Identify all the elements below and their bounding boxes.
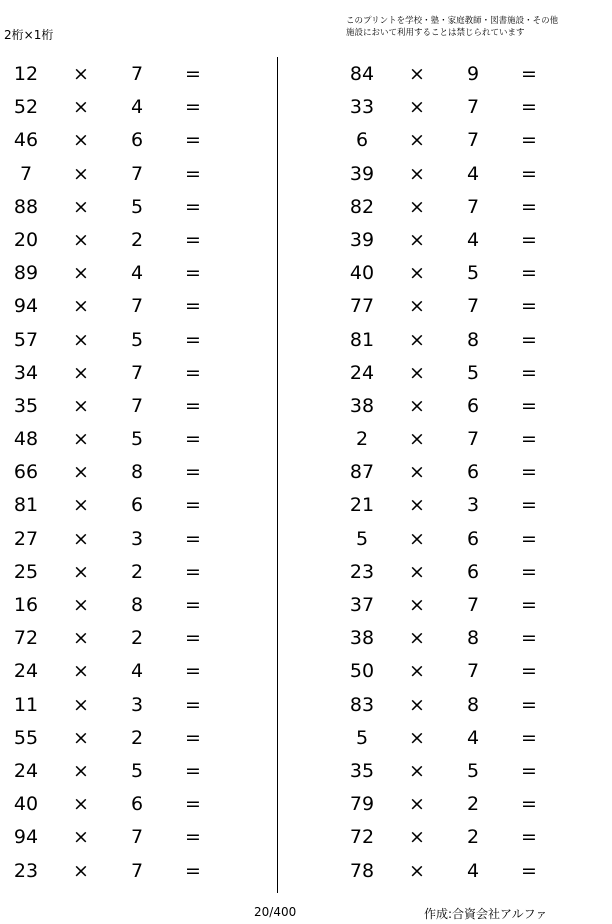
problem-row	[336, 90, 596, 123]
times-sign: ×	[73, 494, 89, 517]
times-sign: ×	[409, 63, 425, 85]
times-sign: ×	[73, 295, 89, 318]
multiplicand: 21	[349, 494, 375, 517]
times-sign: ×	[409, 594, 425, 616]
multiplier: 5	[466, 759, 480, 782]
multiplicand: 24	[349, 361, 375, 384]
worksheet-title: 2桁×1桁	[4, 28, 54, 42]
multiplier: 7	[130, 162, 144, 185]
multiplicand: 24	[13, 660, 39, 683]
equals-sign: =	[185, 428, 201, 451]
equals-sign: =	[521, 826, 537, 849]
times-sign: ×	[409, 627, 425, 650]
equals-sign: =	[185, 793, 201, 816]
multiplicand: 25	[13, 560, 39, 583]
equals-sign: =	[521, 328, 537, 351]
multiplicand: 57	[13, 328, 39, 351]
multiplier: 2	[130, 228, 144, 251]
equals-sign: =	[521, 527, 537, 550]
multiplicand: 5	[355, 726, 369, 749]
multiplier: 7	[130, 394, 144, 417]
multiplier: 7	[130, 63, 144, 85]
multiplicand: 81	[13, 494, 39, 517]
multiplier: 3	[130, 527, 144, 550]
problem-row	[0, 256, 260, 289]
times-sign: ×	[409, 96, 425, 119]
equals-sign: =	[185, 195, 201, 218]
problem-row	[336, 157, 596, 190]
multiplicand: 48	[13, 428, 39, 451]
equals-sign: =	[521, 394, 537, 417]
times-sign: ×	[73, 361, 89, 384]
problem-row	[336, 123, 596, 156]
times-sign: ×	[409, 428, 425, 451]
problem-row	[336, 223, 596, 256]
multiplier: 4	[466, 162, 480, 185]
multiplier: 2	[130, 726, 144, 749]
times-sign: ×	[73, 195, 89, 218]
multiplicand: 88	[13, 195, 39, 218]
multiplier: 7	[130, 361, 144, 384]
equals-sign: =	[521, 96, 537, 119]
multiplier: 5	[130, 328, 144, 351]
problem-row	[0, 522, 260, 555]
equals-sign: =	[185, 726, 201, 749]
times-sign: ×	[409, 660, 425, 683]
times-sign: ×	[409, 527, 425, 550]
problem-row	[0, 389, 260, 422]
equals-sign: =	[185, 262, 201, 285]
times-sign: ×	[409, 162, 425, 185]
multiplicand: 66	[13, 461, 39, 484]
multiplier: 7	[130, 295, 144, 318]
multiplier: 6	[466, 394, 480, 417]
multiplier: 5	[130, 428, 144, 451]
multiplier: 8	[466, 693, 480, 716]
times-sign: ×	[73, 660, 89, 683]
equals-sign: =	[521, 726, 537, 749]
equals-sign: =	[185, 295, 201, 318]
equals-sign: =	[185, 594, 201, 616]
times-sign: ×	[409, 693, 425, 716]
equals-sign: =	[521, 560, 537, 583]
multiplicand: 77	[349, 295, 375, 318]
equals-sign: =	[521, 859, 537, 882]
equals-sign: =	[521, 428, 537, 451]
multiplier: 4	[130, 660, 144, 683]
times-sign: ×	[73, 428, 89, 451]
multiplier: 7	[466, 660, 480, 683]
problem-row	[0, 820, 260, 853]
multiplicand: 24	[13, 759, 39, 782]
multiplier: 4	[130, 262, 144, 285]
equals-sign: =	[521, 129, 537, 152]
problem-row	[0, 323, 260, 356]
problem-row	[336, 555, 596, 588]
times-sign: ×	[73, 793, 89, 816]
multiplier: 5	[466, 361, 480, 384]
equals-sign: =	[521, 63, 537, 85]
equals-sign: =	[521, 228, 537, 251]
problem-row	[336, 721, 596, 754]
problem-row	[336, 787, 596, 820]
multiplier: 3	[466, 494, 480, 517]
times-sign: ×	[73, 96, 89, 119]
notice-line-1: このプリントを学校・塾・家庭教師・図書施設・その他	[346, 16, 559, 26]
times-sign: ×	[73, 726, 89, 749]
multiplier: 7	[466, 96, 480, 119]
multiplier: 4	[130, 96, 144, 119]
multiplicand: 39	[349, 162, 375, 185]
times-sign: ×	[409, 129, 425, 152]
multiplier: 7	[466, 129, 480, 152]
multiplicand: 27	[13, 527, 39, 550]
multiplicand: 23	[13, 859, 39, 882]
times-sign: ×	[73, 129, 89, 152]
multiplier: 6	[130, 793, 144, 816]
equals-sign: =	[521, 461, 537, 484]
equals-sign: =	[185, 328, 201, 351]
problem-row	[0, 721, 260, 754]
equals-sign: =	[185, 560, 201, 583]
equals-sign: =	[521, 759, 537, 782]
multiplier: 5	[466, 262, 480, 285]
equals-sign: =	[185, 228, 201, 251]
times-sign: ×	[73, 228, 89, 251]
times-sign: ×	[409, 228, 425, 251]
times-sign: ×	[73, 162, 89, 185]
multiplicand: 38	[349, 627, 375, 650]
equals-sign: =	[185, 759, 201, 782]
times-sign: ×	[73, 759, 89, 782]
multiplicand: 79	[349, 793, 375, 816]
multiplicand: 20	[13, 228, 39, 251]
multiplier: 4	[466, 726, 480, 749]
equals-sign: =	[521, 594, 537, 616]
multiplier: 5	[130, 759, 144, 782]
problem-row	[336, 754, 596, 787]
times-sign: ×	[409, 726, 425, 749]
multiplier: 4	[466, 859, 480, 882]
equals-sign: =	[185, 361, 201, 384]
equals-sign: =	[521, 262, 537, 285]
multiplicand: 81	[349, 328, 375, 351]
equals-sign: =	[185, 826, 201, 849]
multiplicand: 7	[19, 162, 33, 185]
times-sign: ×	[73, 461, 89, 484]
times-sign: ×	[409, 394, 425, 417]
multiplicand: 39	[349, 228, 375, 251]
multiplicand: 55	[13, 726, 39, 749]
problem-row	[336, 389, 596, 422]
problem-row	[336, 854, 596, 887]
multiplier: 8	[466, 328, 480, 351]
times-sign: ×	[409, 759, 425, 782]
multiplier: 9	[466, 63, 480, 85]
times-sign: ×	[409, 361, 425, 384]
multiplier: 2	[130, 627, 144, 650]
problem-row	[336, 588, 596, 621]
right-problem-column	[336, 57, 596, 887]
times-sign: ×	[409, 461, 425, 484]
problem-row	[336, 654, 596, 687]
multiplicand: 5	[355, 527, 369, 550]
problem-row	[0, 654, 260, 687]
multiplicand: 94	[13, 826, 39, 849]
problem-row	[0, 123, 260, 156]
equals-sign: =	[185, 96, 201, 119]
multiplicand: 87	[349, 461, 375, 484]
multiplier: 7	[466, 594, 480, 616]
times-sign: ×	[73, 627, 89, 650]
times-sign: ×	[409, 262, 425, 285]
multiplier: 7	[466, 428, 480, 451]
equals-sign: =	[185, 859, 201, 882]
multiplier: 2	[466, 826, 480, 849]
multiplier: 6	[466, 527, 480, 550]
equals-sign: =	[521, 494, 537, 517]
times-sign: ×	[409, 826, 425, 849]
times-sign: ×	[73, 394, 89, 417]
equals-sign: =	[185, 627, 201, 650]
multiplicand: 94	[13, 295, 39, 318]
multiplier: 8	[130, 594, 144, 616]
multiplier: 6	[466, 560, 480, 583]
multiplicand: 34	[13, 361, 39, 384]
multiplier: 8	[466, 627, 480, 650]
times-sign: ×	[73, 560, 89, 583]
left-problem-column	[0, 57, 260, 887]
multiplicand: 35	[13, 394, 39, 417]
equals-sign: =	[185, 394, 201, 417]
multiplicand: 83	[349, 693, 375, 716]
multiplicand: 37	[349, 594, 375, 616]
equals-sign: =	[521, 361, 537, 384]
problem-row	[0, 688, 260, 721]
multiplicand: 78	[349, 859, 375, 882]
equals-sign: =	[521, 627, 537, 650]
problem-row	[336, 522, 596, 555]
multiplier: 7	[130, 859, 144, 882]
times-sign: ×	[409, 560, 425, 583]
multiplier: 2	[130, 560, 144, 583]
multiplier: 5	[130, 195, 144, 218]
problem-row	[0, 621, 260, 654]
column-divider	[277, 57, 278, 893]
multiplicand: 12	[13, 63, 39, 85]
multiplier: 6	[466, 461, 480, 484]
multiplicand: 33	[349, 96, 375, 119]
problem-row	[336, 323, 596, 356]
problem-row	[0, 289, 260, 322]
multiplier: 4	[466, 228, 480, 251]
problem-row	[0, 90, 260, 123]
times-sign: ×	[73, 328, 89, 351]
equals-sign: =	[185, 660, 201, 683]
times-sign: ×	[73, 63, 89, 85]
problem-row	[0, 356, 260, 389]
problem-row	[0, 57, 260, 90]
equals-sign: =	[521, 295, 537, 318]
multiplicand: 16	[13, 594, 39, 616]
multiplier: 7	[466, 195, 480, 218]
usage-notice	[346, 15, 606, 39]
multiplier: 6	[130, 494, 144, 517]
multiplicand: 11	[13, 693, 39, 716]
problem-row	[0, 488, 260, 521]
equals-sign: =	[185, 461, 201, 484]
multiplier: 6	[130, 129, 144, 152]
problem-row	[336, 422, 596, 455]
multiplicand: 6	[355, 129, 369, 152]
problem-row	[336, 688, 596, 721]
problem-row	[0, 854, 260, 887]
times-sign: ×	[73, 859, 89, 882]
problem-row	[0, 588, 260, 621]
times-sign: ×	[73, 826, 89, 849]
problem-row	[336, 488, 596, 521]
equals-sign: =	[521, 660, 537, 683]
multiplicand: 2	[355, 428, 369, 451]
times-sign: ×	[73, 693, 89, 716]
problem-row	[0, 190, 260, 223]
times-sign: ×	[73, 594, 89, 616]
times-sign: ×	[409, 494, 425, 517]
multiplicand: 52	[13, 96, 39, 119]
problem-row	[0, 422, 260, 455]
notice-line-2: 施設において利用することは禁じられています	[346, 28, 525, 38]
problem-row	[336, 57, 596, 90]
problem-row	[0, 787, 260, 820]
multiplier: 2	[466, 793, 480, 816]
equals-sign: =	[185, 527, 201, 550]
multiplicand: 38	[349, 394, 375, 417]
multiplicand: 35	[349, 759, 375, 782]
problem-row	[336, 256, 596, 289]
problem-row	[336, 621, 596, 654]
equals-sign: =	[521, 162, 537, 185]
problem-row	[336, 289, 596, 322]
problem-row	[0, 555, 260, 588]
problem-row	[336, 820, 596, 853]
multiplicand: 50	[349, 660, 375, 683]
multiplicand: 72	[13, 627, 39, 650]
multiplicand: 46	[13, 129, 39, 152]
times-sign: ×	[409, 859, 425, 882]
multiplier: 7	[466, 295, 480, 318]
times-sign: ×	[73, 527, 89, 550]
equals-sign: =	[185, 129, 201, 152]
equals-sign: =	[185, 63, 201, 85]
times-sign: ×	[409, 328, 425, 351]
multiplicand: 40	[13, 793, 39, 816]
times-sign: ×	[409, 793, 425, 816]
problem-row	[0, 455, 260, 488]
problem-row	[336, 190, 596, 223]
times-sign: ×	[73, 262, 89, 285]
equals-sign: =	[185, 494, 201, 517]
problem-row	[0, 754, 260, 787]
equals-sign: =	[521, 693, 537, 716]
page-number: 20/400	[254, 905, 297, 919]
multiplicand: 89	[13, 262, 39, 285]
multiplier: 7	[130, 826, 144, 849]
multiplicand: 40	[349, 262, 375, 285]
equals-sign: =	[185, 162, 201, 185]
times-sign: ×	[409, 295, 425, 318]
problem-row	[336, 455, 596, 488]
author-credit: 作成:合資会社アルファ	[424, 907, 548, 921]
multiplicand: 72	[349, 826, 375, 849]
equals-sign: =	[521, 195, 537, 218]
multiplicand: 82	[349, 195, 375, 218]
multiplier: 3	[130, 693, 144, 716]
equals-sign: =	[185, 693, 201, 716]
multiplier: 8	[130, 461, 144, 484]
problem-row	[336, 356, 596, 389]
equals-sign: =	[521, 793, 537, 816]
times-sign: ×	[409, 195, 425, 218]
problem-row	[0, 157, 260, 190]
problem-row	[0, 223, 260, 256]
multiplicand: 23	[349, 560, 375, 583]
multiplicand: 84	[349, 63, 375, 85]
